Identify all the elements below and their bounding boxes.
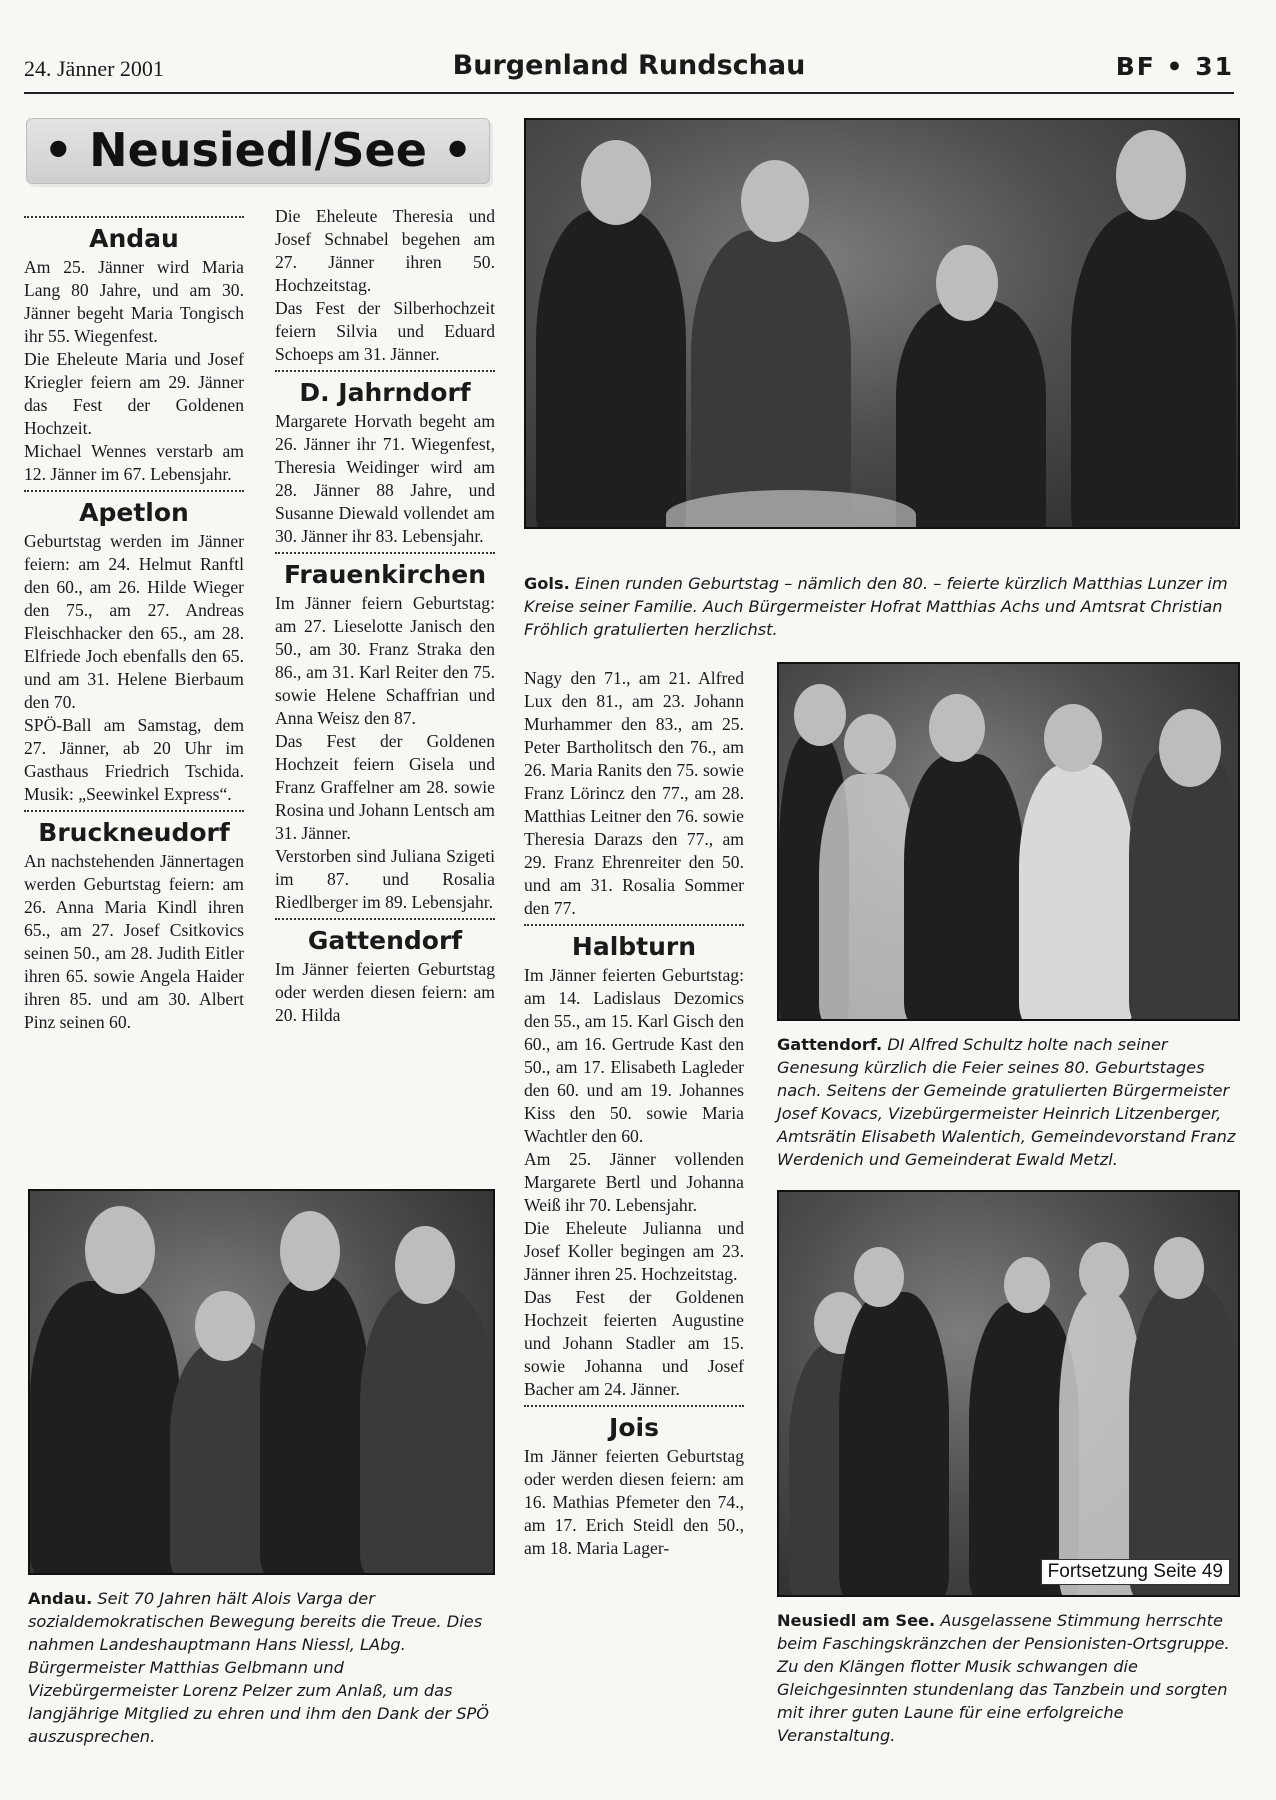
d-jahrndorf-paragraph: Margarete Horvath begeht am 26. Jänner ihr 71. Wiegenfest, Theresia Weidinger wird am 28. Jänner 88 Jahre, und Susanne Diewald vollendet am 30. Jänner ihr 83. Lebensjahr. [275,411,495,546]
continuation-note: Fortsetzung Seite 49 [1041,1559,1230,1585]
andau-paragraph-1: Am 25. Jänner wird Maria Lang 80 Jahre, und am 30. Jänner begeht Maria Tongisch ihr 55. Wiegenfest. [24,257,244,346]
caption-gattendorf-text: DI Alfred Schultz holte nach seiner Genesung kürzlich die Feier seines 80. Geburtstages nach. Seitens der Gemeinde gratulierten Bürgermeister Josef Kovacs, Vizebürgermeister Heinrich Litzenberger, Amtsrätin Elisabeth Walentich, Gemeindevorstand Franz Werdenich und Gemeinderat Ewald Metzl. [777,1035,1236,1169]
schoeps-paragraph: Das Fest der Silberhochzeit feiern Silvia und Eduard Schoeps am 31. Jänner. [275,298,495,364]
frauenkirchen-paragraph-3: Verstorben sind Juliana Szigeti im 87. und Rosalia Riedlberger im 89. Lebensjahr. [275,846,495,912]
photo-gattendorf [777,662,1240,1021]
jois-paragraph: Im Jänner feierten Geburtstag oder werden diesen feiern: am 16. Mathias Pfemeter den 74., am 17. Erich Steidl den 50., am 18. Maria Lager- [524,1446,744,1558]
dotted-divider [524,924,744,926]
caption-gols [524,572,1240,641]
bruckneudorf-paragraph: An nachstehenden Jännertagen werden Geburtstag feiern: am 26. Anna Maria Kindl ihren 65., am 27. Josef Csitkovics seinen 50., am 28. Judith Eitler ihren 65. sowie Angela Haider ihren 85. und am 30. Albert Pinz seinen 60. [24,851,244,1032]
halbturn-paragraph-1: Im Jänner feierten Geburtstag: am 14. Ladislaus Dezomics den 55., am 15. Karl Gisch den 60., am 16. Gertrude Kast den 50., am 17. Elisabeth Lagleder den 60. und am 19. Johannes Kiss den 50. sowie Maria Wachtler den 60. [524,965,744,1146]
heading-halbturn: Halbturn [571,932,697,961]
andau-paragraph-3: Michael Wennes verstarb am 12. Jänner im 67. Lebensjahr. [24,441,244,484]
photo-neusiedl [777,1190,1240,1597]
caption-gattendorf-place: Gattendorf. [777,1035,883,1054]
text-column-2 [275,205,495,1027]
caption-andau-place: Andau. [28,1589,93,1608]
dotted-divider [24,810,244,812]
caption-neusiedl-place: Neusiedl am See. [777,1611,936,1630]
dotted-divider [24,490,244,492]
caption-gols-text: Einen runden Geburtstag – nämlich den 80. – feierte kürzlich Matthias Lunzer im Kreise seiner Familie. Auch Bürgermeister Hofrat Matthias Achs und Amtsrat Christian Fröhlich gratulierten herzlichst. [524,574,1228,639]
frauenkirchen-paragraph-2: Das Fest der Goldenen Hochzeit feiern Gisela und Franz Graffelner am 28. sowie Rosina und Johann Lentsch am 31. Jänner. [275,731,495,843]
text-column-3 [524,667,744,1560]
issue-date: 24. Jänner 2001 [24,56,164,81]
dotted-divider [275,370,495,372]
heading-d-jahrndorf: D. Jahrndorf [299,378,471,407]
gattendorf-paragraph: Im Jänner feierten Geburtstag oder werden diesen feiern: am 20. Hilda [275,959,495,1025]
apetlon-paragraph-1: Geburtstag werden im Jänner feiern: am 24. Helmut Ranftl den 60., am 26. Hilde Wieger den 75., am 27. Andreas Fleischhacker den 65., am 28. Elfriede Joch ebenfalls den 65. und am 31. Helene Bierbaum den 70. [24,531,244,712]
apetlon-paragraph-2: SPÖ-Ball am Samstag, dem 27. Jänner, ab 20 Uhr im Gasthaus Friedrich Tschida. Musik: „Seewinkel Express“. [24,715,244,804]
caption-andau [28,1587,495,1748]
heading-gattendorf: Gattendorf [307,926,463,955]
caption-neusiedl [777,1609,1240,1747]
newspaper-title: Burgenland Rundschau [452,50,806,81]
heading-jois: Jois [609,1413,659,1442]
page-header [24,48,1234,94]
halbturn-paragraph-2: Am 25. Jänner vollenden Margarete Bertl und Johanna Weiß ihr 70. Lebensjahr. [524,1149,744,1215]
caption-andau-text: Seit 70 Jahren hält Alois Varga der sozialdemokratischen Bewegung bereits die Treue. Dies nahmen Landeshauptmann Hans Niessl, LAbg. Bürgermeister Matthias Gelbmann und Vizebürgermeister Lorenz Pelzer zum Anlaß, um das langjährige Mitglied zu ehren und ihm den Dank der SPÖ auszusprechen. [28,1589,489,1746]
heading-apetlon: Apetlon [79,498,189,527]
heading-andau: Andau [89,224,179,253]
gattendorf-continuation: Nagy den 71., am 21. Alfred Lux den 81., am 23. Johann Murhammer den 83., am 25. Peter Bartholitsch den 76., am 26. Maria Ranits den 75. sowie Franz Lörincz den 77., am 28. Matthias Leitner den 76. sowie Theresia Darazs den 77., am 29. Franz Ehrenreiter den 50. und am 31. Rosalia Sommer den 77. [524,668,744,918]
caption-neusiedl-text: Ausgelassene Stimmung herrschte beim Faschingskränzchen der Pensionisten-Ortsgruppe. Zu den Klängen flotter Musik schwangen die Gleichgesinnten stundenlang das Tanzbein und sorgten mit ihrer guten Laune für eine erfolgreiche Veranstaltung. [777,1611,1230,1745]
caption-gols-place: Gols. [524,574,570,593]
halbturn-paragraph-3: Die Eheleute Julianna und Josef Koller begingen am 23. Jänner ihren 25. Hochzeitstag. [524,1218,744,1284]
dotted-divider [275,552,495,554]
heading-frauenkirchen: Frauenkirchen [283,560,487,589]
section-title: • Neusiedl/See • [43,123,473,177]
photo-andau [28,1189,495,1575]
dotted-divider [275,918,495,920]
section-banner [26,118,490,184]
frauenkirchen-paragraph-1: Im Jänner feiern Geburtstag: am 27. Lieselotte Janisch den 50., am 30. Franz Straka den 86., am 31. Karl Reiter den 75. sowie Helene Schaffrian und Anna Weisz den 87. [275,593,495,728]
andau-paragraph-2: Die Eheleute Maria und Josef Kriegler feiern am 29. Jänner das Fest der Goldenen Hochzeit. [24,349,244,438]
text-column-1 [24,212,244,1034]
photo-gols [524,118,1240,529]
caption-gattendorf [777,1033,1240,1171]
dotted-divider [24,216,244,218]
dotted-divider [524,1405,744,1407]
heading-bruckneudorf: Bruckneudorf [38,818,230,847]
schnabel-paragraph: Die Eheleute Theresia und Josef Schnabel begehen am 27. Jänner ihren 50. Hochzeitstag. [275,206,495,295]
halbturn-paragraph-4: Das Fest der Goldenen Hochzeit feierten Augustine und Johann Stadler am 15. sowie Johanna und Josef Bacher am 24. Jänner. [524,1287,744,1399]
page-number: BF • 31 [1115,52,1234,81]
